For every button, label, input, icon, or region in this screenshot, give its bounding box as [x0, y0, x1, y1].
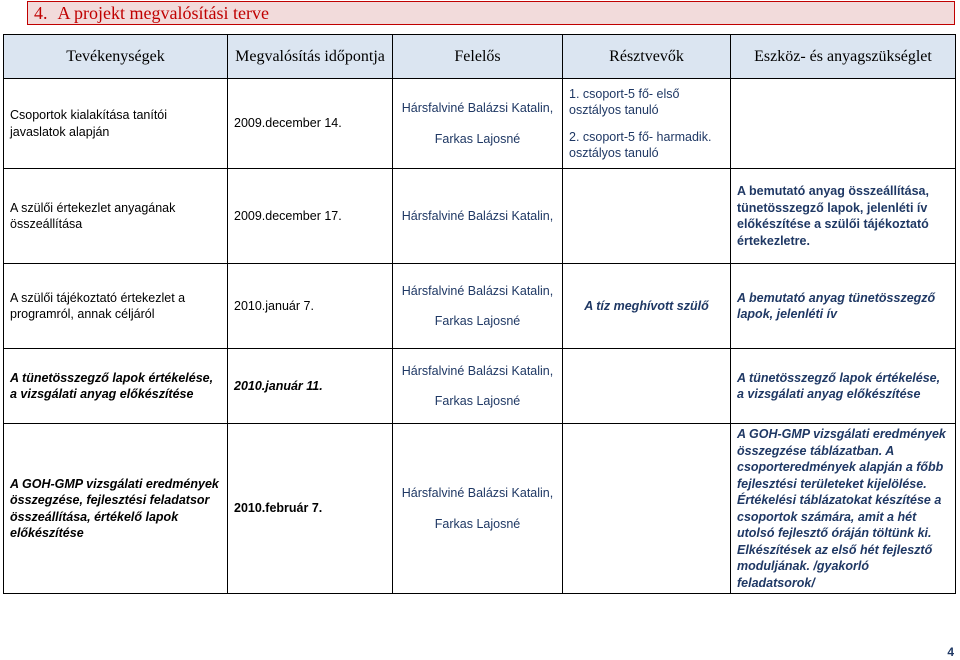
responsible-cell: [393, 424, 563, 594]
materials-text: A bemutató anyag összeállítása, tünetösszegző lapok, jelenléti ív előkészítése a szülői tájékoztató értekezletre.: [737, 184, 929, 248]
participants-text: 1. csoport-5 fő- első osztályos tanuló: [569, 86, 680, 117]
responsible-cell: [393, 264, 563, 349]
section-heading: [27, 1, 955, 25]
date-cell: 2010.február 7.: [228, 424, 393, 594]
header-responsible: Felelős: [393, 35, 563, 79]
header-activities: Tevékenységek: [4, 35, 228, 79]
header-materials: Eszköz- és anyagszükséglet: [731, 35, 956, 79]
date-cell: 2009.december 17.: [228, 169, 393, 264]
responsible-name: Farkas Lajosné: [434, 516, 521, 531]
table-row: [4, 349, 956, 424]
date-cell: 2010.január 7.: [228, 264, 393, 349]
responsible-name: Hársfalviné Balázsi Katalin,: [401, 486, 554, 500]
table-row: [4, 264, 956, 349]
table-row: [4, 424, 956, 594]
responsible-name: Hársfalviné Balázsi Katalin,: [401, 283, 554, 298]
materials-cell: [731, 169, 956, 264]
materials-cell: A GOH-GMP vizsgálati eredmények összegzése táblázatban. A csoporteredmények alapján a főbb fejlesztési területeket kijelölése. Értékelési táblázatokat készítése a csoportok számára, amit a hét utolsó fejlesztő óráján töltünk ki. Elkészítések az első hét fejlesztő moduljának. /gyakorló feladatsorok/: [731, 424, 956, 594]
participants-cell: [563, 169, 731, 264]
project-plan-table: [3, 34, 956, 594]
responsible-cell: [393, 79, 563, 169]
page-number: 4: [947, 645, 954, 659]
activity-cell: A tünetösszegző lapok értékelése, a vizsgálati anyag előkészítése: [4, 349, 228, 424]
participants-text: 2. csoport-5 fő- harmadik. osztályos tanuló: [569, 129, 712, 160]
table-header-row: [4, 35, 956, 79]
table-row: [4, 79, 956, 169]
participants-cell: A tíz meghívott szülő: [563, 264, 731, 349]
participants-cell: [563, 424, 731, 594]
activity-cell: Csoportok kialakítása tanítói javaslatok alapján: [4, 79, 228, 169]
responsible-name: Farkas Lajosné: [434, 314, 521, 328]
header-participants: Résztvevők: [563, 35, 731, 79]
date-cell: 2010.január 11.: [228, 349, 393, 424]
responsible-cell: [393, 169, 563, 264]
responsible-name: Hársfalviné Balázsi Katalin,: [401, 101, 554, 115]
materials-cell: A bemutató anyag tünetösszegző lapok, jelenléti ív: [731, 264, 956, 349]
responsible-name: Hársfalviné Balázsi Katalin,: [401, 363, 554, 378]
activity-cell: A szülői tájékoztató értekezlet a programról, annak céljáról: [4, 264, 228, 349]
table-row: [4, 169, 956, 264]
responsible-name: Farkas Lajosné: [434, 394, 521, 408]
responsible-cell: [393, 349, 563, 424]
section-number: 4.: [34, 2, 48, 23]
section-title: A projekt megvalósítási terve: [57, 2, 269, 23]
responsible-name: Hársfalviné Balázsi Katalin,: [401, 208, 554, 223]
materials-cell: A tünetösszegző lapok értékelése, a vizsgálati anyag előkészítése: [731, 349, 956, 424]
responsible-name: Farkas Lajosné: [434, 131, 521, 146]
date-cell: 2009.december 14.: [228, 79, 393, 169]
activity-cell: A GOH-GMP vizsgálati eredmények összegzése, fejlesztési feladatsor összeállítása, értékelő lapok előkészítése: [4, 424, 228, 594]
participants-cell: [563, 349, 731, 424]
participants-cell: [563, 79, 731, 169]
activity-cell: A szülői értekezlet anyagának összeállítása: [4, 169, 228, 264]
header-date: Megvalósítás időpontja: [228, 35, 393, 79]
materials-cell: [731, 79, 956, 169]
